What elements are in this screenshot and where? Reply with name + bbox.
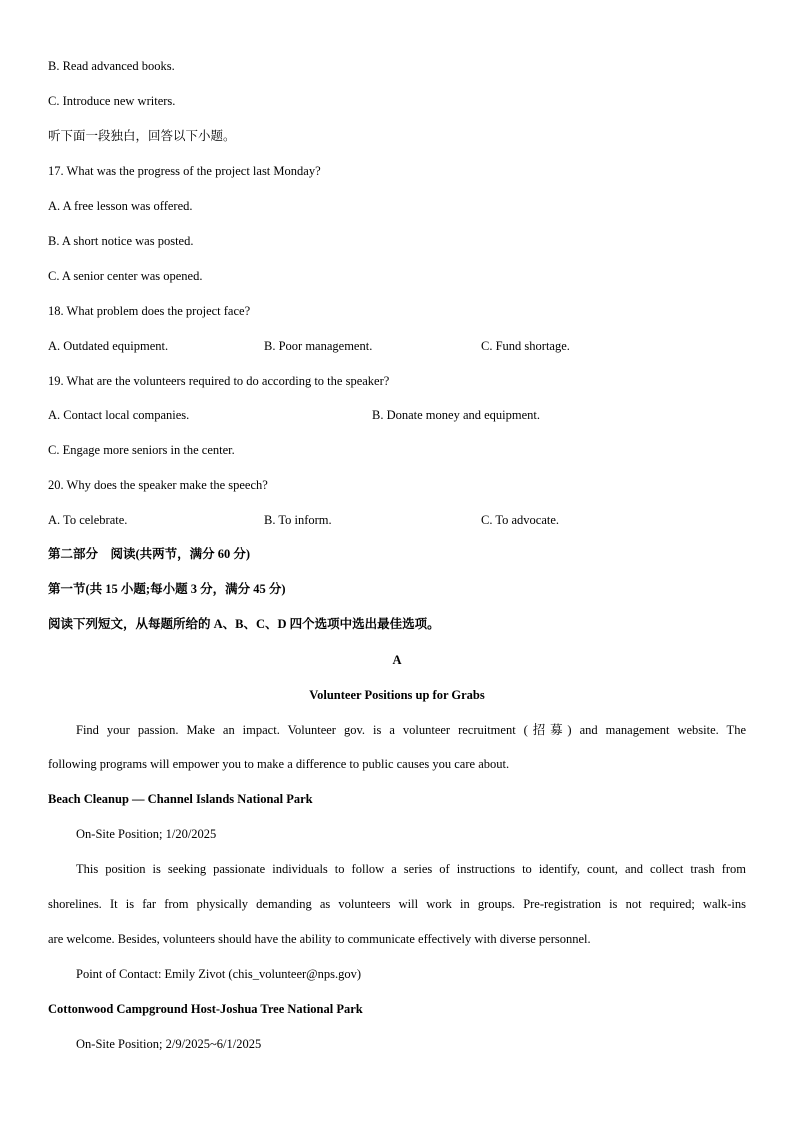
question-18-option-a: A. Outdated equipment. [48, 339, 169, 353]
section-heading-part-one: 第一节(共 15 小题;每小题 3 分，满分 45 分) [48, 582, 286, 596]
question-19: 19. What are the volunteers required to do according to the speaker? [48, 374, 390, 388]
section-heading-part-two: 第二部分 阅读(共两节，满分 60 分) [48, 547, 251, 561]
beach-cleanup-description-line-3: are welcome. Besides, volunteers should have the ability to communicate effectively with diverse personnel. [48, 932, 591, 946]
question-18: 18. What problem does the project face? [48, 304, 251, 318]
question-20-option-a: A. To celebrate. [48, 513, 128, 527]
campground-host-position-date: On-Site Position; 2/9/2025~6/1/2025 [76, 1037, 262, 1051]
program-heading-beach-cleanup: Beach Cleanup — Channel Islands National Park [48, 792, 313, 806]
option-c-introduce-new-writers: C. Introduce new writers. [48, 94, 176, 108]
beach-cleanup-position-date: On-Site Position; 1/20/2025 [76, 827, 217, 841]
question-18-option-b: B. Poor management. [264, 339, 373, 353]
passage-letter: A [392, 653, 402, 667]
option-b-read-advanced-books: B. Read advanced books. [48, 59, 175, 73]
question-17-option-b: B. A short notice was posted. [48, 234, 194, 248]
question-20: 20. Why does the speaker make the speech? [48, 478, 268, 492]
program-heading-campground-host: Cottonwood Campground Host-Joshua Tree National Park [48, 1002, 363, 1016]
reading-instruction: 阅读下列短文，从每题所给的 A、B、C、D 四个选项中选出最佳选项。 [48, 617, 440, 631]
question-19-option-b: B. Donate money and equipment. [372, 408, 541, 422]
question-17-option-c: C. A senior center was opened. [48, 269, 203, 283]
question-20-option-c: C. To advocate. [481, 513, 560, 527]
question-19-option-a: A. Contact local companies. [48, 408, 190, 422]
intro-paragraph-line-2: following programs will empower you to make a difference to public causes you care about. [48, 757, 510, 771]
question-20-option-b: B. To inform. [264, 513, 332, 527]
question-18-option-c: C. Fund shortage. [481, 339, 570, 353]
question-17: 17. What was the progress of the project last Monday? [48, 164, 321, 178]
beach-cleanup-contact: Point of Contact: Emily Zivot (chis_volunteer@nps.gov) [76, 967, 362, 981]
passage-title: Volunteer Positions up for Grabs [309, 688, 485, 702]
beach-cleanup-description-line-1: This position is seeking passionate individuals to follow a series of instructions to identify, count, and collect trash from [76, 862, 746, 876]
intro-paragraph-line-1: Find your passion. Make an impact. Volunteer gov. is a volunteer recruitment (招募) and management website. The [76, 723, 746, 737]
beach-cleanup-description-line-2: shorelines. It is far from physically demanding as volunteers will work in groups. Pre-registration is not required; walk-ins [48, 897, 746, 911]
question-19-option-c: C. Engage more seniors in the center. [48, 443, 235, 457]
question-17-option-a: A. A free lesson was offered. [48, 199, 193, 213]
listening-instruction: 听下面一段独白，回答以下小题。 [48, 129, 236, 143]
